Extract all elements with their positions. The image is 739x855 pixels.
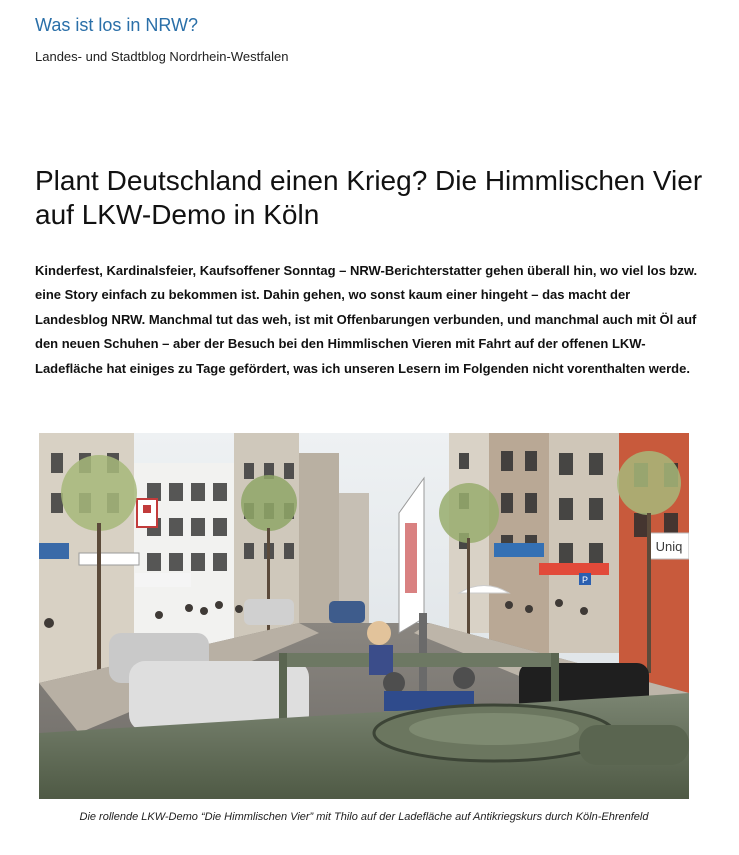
- site-tagline: Landes- und Stadtblog Nordrhein-Westfalen: [35, 49, 289, 64]
- figure-caption: Die rollende LKW-Demo “Die Himmlischen Vier” mit Thilo auf der Ladefläche auf Antikriegskurs durch Köln-Ehrenfeld: [79, 811, 649, 823]
- svg-text:Uniq: Uniq: [655, 539, 683, 554]
- site-title-link[interactable]: Was ist los in NRW?: [35, 15, 199, 35]
- post-title: Plant Deutschland einen Krieg? Die Himmlischen Vier auf LKW-Demo in Köln: [35, 165, 703, 230]
- site-header: [35, 14, 288, 65]
- svg-text:P: P: [581, 575, 589, 585]
- post-intro: Kinderfest, Kardinalsfeier, Kaufsoffener Sonntag – NRW-Berichterstatter gehen überall hin, wo viel los bzw. eine Story einfach zu bekommen ist. Dahin gehen, wo sonst kaum einer hingeht – das macht der Landesblog NRW. Manchmal tut das weh, ist mit Offenbarungen verbunden, und manchmal auch mit Öl auf den neuen Schuhen – aber der Besuch bei den Himmlischen Vieren mit Fahrt auf der offenen LKW-Ladefläche hat einiges zu Tage gefördert, was ich unseren Lesern im Folgenden nicht vorenthalten werde.: [35, 263, 698, 376]
- street-demo-photo[interactable]: [39, 433, 689, 799]
- post-figure: [39, 433, 689, 823]
